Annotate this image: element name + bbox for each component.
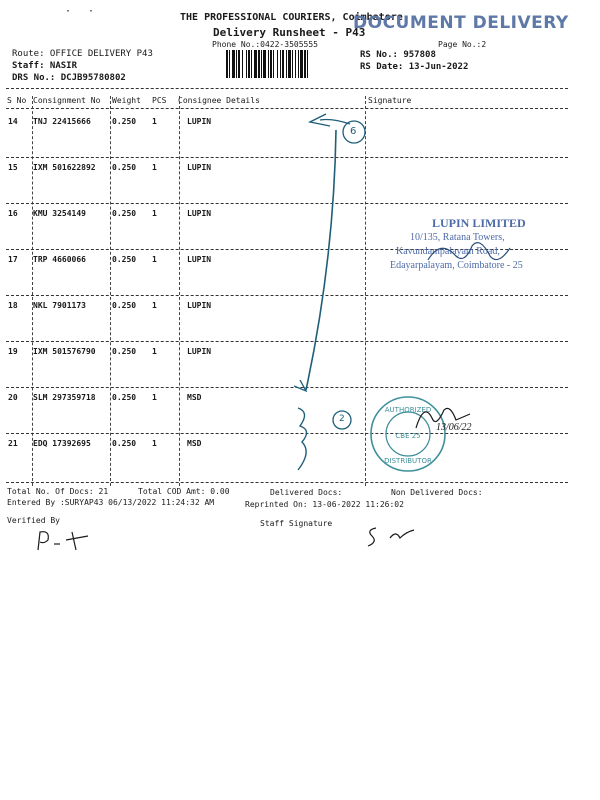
row-weight: 0.250 xyxy=(112,439,137,448)
staff-label: Staff: NASIR xyxy=(12,61,78,71)
row-consignee: LUPIN xyxy=(187,163,212,172)
row-pcs: 1 xyxy=(152,163,157,172)
barcode-bar xyxy=(277,50,278,78)
barcode-bar xyxy=(229,50,230,78)
page-number: Page No.:2 xyxy=(438,40,487,49)
document-delivery-stamp: DOCUMENT DELIVERY xyxy=(353,13,569,33)
row-consignment: KMU 3254149 xyxy=(33,209,86,218)
row-pcs: 1 xyxy=(152,255,157,264)
lupin-signature xyxy=(420,232,530,272)
row-pcs: 1 xyxy=(152,439,157,448)
column-separator xyxy=(179,96,180,486)
barcode-bar xyxy=(282,50,284,78)
row-sno: 20 xyxy=(8,393,18,402)
scan-mark: · xyxy=(65,6,72,17)
row-sno: 14 xyxy=(8,117,18,126)
total-docs: Total No. Of Docs: 21 xyxy=(7,487,109,496)
row-pcs: 1 xyxy=(152,117,157,126)
rs-number: RS No.: 957808 xyxy=(360,50,436,60)
barcode-bar xyxy=(238,50,240,78)
col-header-weight: Weight xyxy=(112,96,141,105)
row-divider xyxy=(6,482,568,483)
barcode-bar xyxy=(298,50,299,78)
row-sno: 15 xyxy=(8,163,18,172)
column-separator xyxy=(110,96,111,486)
lupin-stamp-name: LUPIN LIMITED xyxy=(432,216,526,230)
row-consignee: LUPIN xyxy=(187,301,212,310)
barcode-bar xyxy=(300,50,303,78)
barcode-bar xyxy=(261,50,262,78)
barcode-bar xyxy=(258,50,260,78)
barcode-bar xyxy=(288,50,291,78)
barcode-bar xyxy=(251,50,252,78)
delivered-docs: Delivered Docs: xyxy=(270,488,343,497)
barcode-bar xyxy=(268,50,269,78)
barcode-bar xyxy=(226,50,228,78)
row-pcs: 1 xyxy=(152,347,157,356)
round-stamp-center: CBE 25 xyxy=(395,432,421,440)
runsheet-subtitle: Delivery Runsheet - P43 xyxy=(213,26,366,39)
handwritten-bracket xyxy=(280,100,380,480)
barcode-bar xyxy=(254,50,257,78)
barcode-bar xyxy=(295,50,296,78)
rs-date: RS Date: 13-Jun-2022 xyxy=(360,62,469,72)
row-consignment: SLM 297359718 xyxy=(33,393,96,402)
barcode-bar xyxy=(232,50,235,78)
col-header-sno: S No xyxy=(7,96,27,105)
lupin-stamp-line1: 10/135, Ratana Towers, xyxy=(410,232,505,243)
handwritten-sign-date: 13/06/22 xyxy=(436,422,472,433)
row-weight: 0.250 xyxy=(112,301,137,310)
row-pcs: 1 xyxy=(152,393,157,402)
barcode-bar xyxy=(292,50,293,78)
barcode-bar xyxy=(236,50,237,78)
barcode-bar xyxy=(304,50,306,78)
total-cod: Total COD Amt: 0.00 xyxy=(138,487,230,496)
row-consignment: TNJ 22415666 xyxy=(33,117,91,126)
row-pcs: 1 xyxy=(152,209,157,218)
row-consignee: LUPIN xyxy=(187,117,212,126)
handwritten-count-top: 6 xyxy=(350,126,357,137)
barcode-bar xyxy=(280,50,281,78)
round-stamp-bottom: DISTRIBUTOR xyxy=(384,457,432,465)
row-consignee: MSD xyxy=(187,439,202,448)
row-weight: 0.250 xyxy=(112,163,137,172)
barcode-bar xyxy=(246,50,247,78)
row-sno: 21 xyxy=(8,439,18,448)
col-header-signature: Signature xyxy=(368,96,412,105)
row-consignment: TRP 4660066 xyxy=(33,255,86,264)
company-title: THE PROFESSIONAL COURIERS, Coimbatore xyxy=(180,12,403,23)
lupin-stamp-line3: Edayarpalayam, Coimbatore - 25 xyxy=(390,260,523,271)
reprinted-on: Reprinted On: 13-06-2022 11:26:02 xyxy=(245,500,404,509)
column-separator xyxy=(32,96,33,486)
row-consignee: MSD xyxy=(187,393,202,402)
row-consignment: IXM 501622892 xyxy=(33,163,96,172)
row-weight: 0.250 xyxy=(112,209,137,218)
row-weight: 0.250 xyxy=(112,347,137,356)
col-header-consignment: Consignment No xyxy=(33,96,101,105)
row-consignee: LUPIN xyxy=(187,255,212,264)
row-consignment: NKL 7901173 xyxy=(33,301,86,310)
row-consignee: LUPIN xyxy=(187,209,212,218)
row-sno: 19 xyxy=(8,347,18,356)
scan-mark: · xyxy=(88,6,95,17)
handwritten-count-bottom: 2 xyxy=(339,414,345,424)
round-stamp-top: AUTHORIZED xyxy=(384,406,432,414)
drs-number: DRS No.: DCJB95780802 xyxy=(12,73,126,83)
barcode-bar xyxy=(263,50,266,78)
route-label: Route: OFFICE DELIVERY P43 xyxy=(12,49,153,59)
verified-by-label: Verified By xyxy=(7,516,60,525)
lupin-stamp-line2: Kavundampalayam Road, xyxy=(396,246,500,257)
row-pcs: 1 xyxy=(152,301,157,310)
barcode-bar xyxy=(286,50,287,78)
phone-number: Phone No.:0422-3505555 xyxy=(212,40,318,49)
row-sno: 17 xyxy=(8,255,18,264)
barcode-bar xyxy=(248,50,250,78)
non-delivered-docs: Non Delivered Docs: xyxy=(391,488,483,497)
barcode-bar xyxy=(273,50,274,78)
col-header-consignee: Consignee Details xyxy=(178,96,260,105)
staff-signature-label: Staff Signature xyxy=(260,519,333,528)
row-consignment: EDQ 17392695 xyxy=(33,439,91,448)
row-consignment: IXM 501576790 xyxy=(33,347,96,356)
row-sno: 18 xyxy=(8,301,18,310)
row-sno: 16 xyxy=(8,209,18,218)
divider xyxy=(6,88,568,89)
row-weight: 0.250 xyxy=(112,117,137,126)
row-weight: 0.250 xyxy=(112,255,137,264)
barcode-bar xyxy=(242,50,243,78)
barcode-bar xyxy=(270,50,272,78)
barcode xyxy=(226,50,352,78)
col-header-pcs: PCS xyxy=(152,96,167,105)
verifier-signature xyxy=(32,524,102,556)
staff-signature xyxy=(362,520,432,550)
row-weight: 0.250 xyxy=(112,393,137,402)
row-consignee: LUPIN xyxy=(187,347,212,356)
entered-by: Entered By :SURYAP43 06/13/2022 11:24:32 AM xyxy=(7,498,215,507)
barcode-bar xyxy=(307,50,308,78)
